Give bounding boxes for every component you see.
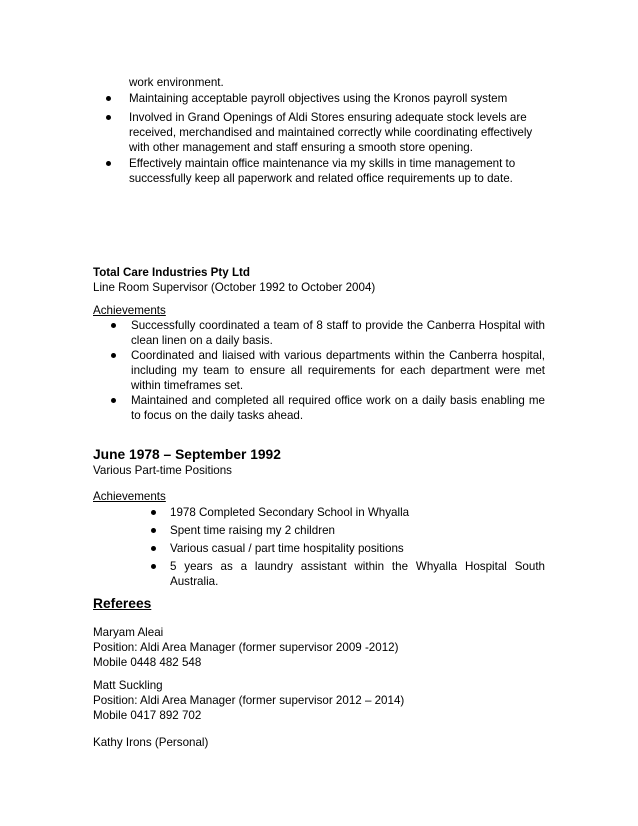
achievements-label: Achievements [93, 490, 166, 503]
achievements-label: Achievements [93, 304, 166, 317]
bullet-dot [111, 398, 116, 403]
bullet-text: Successfully coordinated a team of 8 staff to provide the Canberra Hospital with [131, 319, 545, 332]
bullet-text: Maintained and completed all required office work on a daily basis enabling me [131, 394, 545, 407]
bullet-text: to focus on the daily tasks ahead. [131, 409, 304, 422]
bullet-text: Spent time raising my 2 children [170, 524, 335, 537]
bullet-text: successfully keep all paperwork and related office requirements up to date. [129, 172, 513, 185]
bullet-text: within timeframes set. [131, 379, 244, 392]
bullet-text: clean linen on a daily basis. [131, 334, 273, 347]
bullet-dot [151, 564, 156, 569]
job-position: Various Part-time Positions [93, 464, 232, 477]
referee-mobile: Mobile 0417 892 702 [93, 709, 202, 722]
company-name: Total Care Industries Pty Ltd [93, 266, 250, 279]
referee-position: Position: Aldi Area Manager (former supervisor 2009 -2012) [93, 641, 399, 654]
continued-line: work environment. [129, 76, 224, 89]
bullet-dot [111, 353, 116, 358]
bullet-text: 1978 Completed Secondary School in Whyalla [170, 506, 410, 519]
bullet-dot [106, 115, 111, 120]
referee-name: Kathy Irons (Personal) [93, 736, 209, 749]
bullet-text: including my team to ensure all requirements for each department were met [131, 364, 545, 377]
job-position: Line Room Supervisor (October 1992 to October 2004) [93, 281, 376, 294]
bullet-text: Coordinated and liaised with various departments within the Canberra hospital, [131, 349, 545, 362]
period-heading: June 1978 – September 1992 [93, 447, 281, 462]
referee-position: Position: Aldi Area Manager (former supervisor 2012 – 2014) [93, 694, 405, 707]
bullet-dot [151, 546, 156, 551]
bullet-dot [106, 161, 111, 166]
bullet-dot [151, 510, 156, 515]
bullet-dot [106, 96, 111, 101]
bullet-text: Various casual / part time hospitality positions [170, 542, 404, 555]
bullet-dot [151, 528, 156, 533]
bullet-text: Maintaining acceptable payroll objectives using the Kronos payroll system [129, 92, 508, 105]
referee-name: Matt Suckling [93, 679, 163, 692]
bullet-text: Effectively maintain office maintenance via my skills in time management to [129, 157, 516, 170]
referee-mobile: Mobile 0448 482 548 [93, 656, 202, 669]
bullet-text: Australia. [170, 575, 219, 588]
referees-heading: Referees [93, 596, 152, 611]
bullet-dot [111, 323, 116, 328]
bullet-text: 5 years as a laundry assistant within the Whyalla Hospital South [170, 560, 545, 573]
bullet-text: with other management and staff ensuring a smooth store opening. [129, 141, 473, 154]
referee-name: Maryam Aleai [93, 626, 164, 639]
bullet-text: Involved in Grand Openings of Aldi Stores ensuring adequate stock levels are [129, 111, 527, 124]
bullet-text: received, merchandised and maintained correctly while coordinating effectively [129, 126, 533, 139]
